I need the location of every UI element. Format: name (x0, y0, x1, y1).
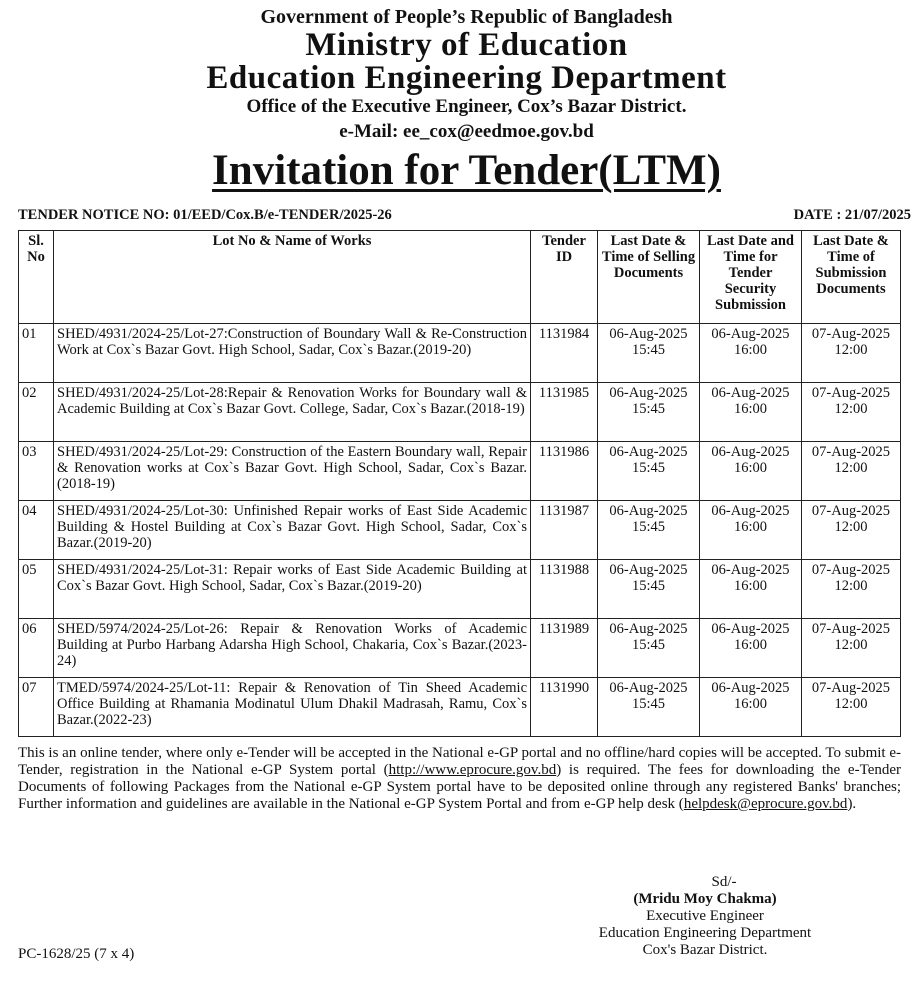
instructions-text-part-3: ). (847, 796, 857, 812)
signatory-department: Education Engineering Department (598, 925, 812, 941)
security-date: 06-Aug-2025 (711, 562, 790, 578)
row-works: SHED/4931/2024-25/Lot-31: Repair works of East Side Academic Building at Cox`s Bazar Govt. High School, Sadar, Cox`s Bazar.(2019-20) (54, 560, 531, 619)
selling-time: 15:45 (631, 519, 666, 535)
submission-date: 07-Aug-2025 (811, 385, 891, 401)
table-header-row (19, 231, 901, 324)
security-time: 16:00 (733, 578, 768, 594)
row-sl-no: 06 (19, 619, 54, 678)
selling-date: 06-Aug-2025 (609, 444, 688, 460)
submission-date: 07-Aug-2025 (811, 621, 891, 637)
row-tender-id: 1131984 (531, 324, 598, 383)
row-sl-no: 02 (19, 383, 54, 442)
security-date: 06-Aug-2025 (711, 621, 790, 637)
row-selling-deadline (598, 678, 700, 737)
row-works: SHED/5974/2024-25/Lot-26: Repair & Renovation Works of Academic Building at Purbo Harbang Adarsha High School, Chakaria, Cox`s Bazar.(2023-24) (54, 619, 531, 678)
submission-time: 12:00 (834, 696, 868, 712)
helpdesk-email-link[interactable]: helpdesk@eprocure.gov.bd (683, 796, 848, 812)
table-row (19, 560, 901, 619)
selling-time: 15:45 (631, 637, 666, 653)
row-tender-id: 1131987 (531, 501, 598, 560)
signatory-name: (Mridu Moy Chakma) (633, 891, 777, 907)
row-sl-no: 04 (19, 501, 54, 560)
notice-info-row (18, 207, 915, 224)
security-date: 06-Aug-2025 (711, 444, 790, 460)
submission-time: 12:00 (834, 578, 868, 594)
signatory-designation: Executive Engineer (646, 908, 764, 924)
header-tender-id: Tender ID (531, 231, 598, 324)
header-submission-documents: Last Date & Time of Submission Documents (802, 231, 901, 324)
row-selling-deadline (598, 442, 700, 501)
row-sl-no: 03 (19, 442, 54, 501)
selling-date: 06-Aug-2025 (609, 503, 688, 519)
row-submission-deadline (802, 678, 901, 737)
selling-date: 06-Aug-2025 (609, 562, 688, 578)
selling-date: 06-Aug-2025 (609, 326, 688, 342)
submission-time: 12:00 (834, 637, 868, 653)
government-heading: Government of People’s Republic of Bangladesh (260, 6, 673, 28)
row-tender-id: 1131989 (531, 619, 598, 678)
row-tender-id: 1131986 (531, 442, 598, 501)
submission-date: 07-Aug-2025 (811, 503, 891, 519)
security-time: 16:00 (733, 519, 768, 535)
header-sl-no: Sl. No (19, 231, 54, 324)
row-selling-deadline (598, 501, 700, 560)
tender-notice-number: TENDER NOTICE NO: 01/EED/Cox.B/e-TENDER/2025-26 (18, 207, 392, 223)
security-time: 16:00 (733, 696, 768, 712)
office-heading: Office of the Executive Engineer, Cox’s Bazar District. (246, 96, 687, 117)
signature-block (575, 874, 835, 959)
row-security-deadline (700, 678, 802, 737)
table-row (19, 678, 901, 737)
table-row (19, 619, 901, 678)
row-sl-no: 01 (19, 324, 54, 383)
instructions-text-part-1: This is an online tender, where only e-Tender will be accepted in the National e-GP portal and no offline/hard copies will be accepted. To submit e-Tender, registration in the National e-GP System portal ( (18, 745, 901, 778)
table-row (19, 442, 901, 501)
instructions-paragraph (18, 745, 901, 813)
pc-number: PC-1628/25 (7 x 4) (18, 946, 135, 962)
selling-time: 15:45 (631, 401, 666, 417)
submission-time: 12:00 (834, 460, 868, 476)
row-works: SHED/4931/2024-25/Lot-27:Construction of Boundary Wall & Re-Construction Work at Cox`s Bazar Govt. High School, Sadar, Cox`s Bazar.(2019-20) (54, 324, 531, 383)
eprocure-portal-link[interactable]: http://www.eprocure.gov.bd (388, 762, 557, 778)
selling-date: 06-Aug-2025 (609, 385, 688, 401)
row-submission-deadline (802, 501, 901, 560)
table-row (19, 324, 901, 383)
selling-time: 15:45 (631, 460, 666, 476)
security-time: 16:00 (733, 460, 768, 476)
row-works: TMED/5974/2024-25/Lot-11: Repair & Renovation of Tin Sheed Academic Office Building at Rhamania Modinatul Ulum Dhakil Madrasah, Ramu, Cox`s Bazar.(2022-23) (54, 678, 531, 737)
row-security-deadline (700, 383, 802, 442)
selling-date: 06-Aug-2025 (609, 680, 688, 696)
notice-header (18, 0, 915, 195)
row-security-deadline (700, 442, 802, 501)
submission-date: 07-Aug-2025 (811, 562, 891, 578)
row-submission-deadline (802, 383, 901, 442)
header-security-submission: Last Date and Time for Tender Security Submission (700, 231, 802, 324)
row-sl-no: 05 (19, 560, 54, 619)
security-time: 16:00 (733, 342, 768, 358)
security-date: 06-Aug-2025 (711, 326, 790, 342)
email-line: e-Mail: ee_cox@eedmoe.gov.bd (339, 121, 594, 142)
table-row (19, 501, 901, 560)
row-security-deadline (700, 560, 802, 619)
row-works: SHED/4931/2024-25/Lot-29: Construction of the Eastern Boundary wall, Repair & Renovation works at Cox`s Bazar Govt. High School, Sadar, Cox`s Bazar.(2018-19) (54, 442, 531, 501)
department-heading: Education Engineering Department (206, 60, 727, 96)
security-date: 06-Aug-2025 (711, 503, 790, 519)
row-selling-deadline (598, 383, 700, 442)
tender-table (18, 230, 901, 737)
row-sl-no: 07 (19, 678, 54, 737)
header-selling-documents: Last Date & Time of Selling Documents (598, 231, 700, 324)
submission-date: 07-Aug-2025 (811, 444, 891, 460)
security-time: 16:00 (733, 401, 768, 417)
row-submission-deadline (802, 442, 901, 501)
ministry-heading: Ministry of Education (305, 27, 628, 63)
row-tender-id: 1131988 (531, 560, 598, 619)
instructions-text-part-2: ) is required. The fees for downloading the e-Tender Documents of following Packages from the National e-GP System portal have to be deposited online through any registered Banks' branches; Further information and guidelines are available in the National e-GP System Portal and from e-GP help desk ( (18, 762, 901, 812)
row-works: SHED/4931/2024-25/Lot-30: Unfinished Repair works of East Side Academic Building & Hostel Building at Cox`s Bazar Govt. High School, Sadar, Cox`s Bazar.(2019-20) (54, 501, 531, 560)
row-security-deadline (700, 619, 802, 678)
row-submission-deadline (802, 324, 901, 383)
row-security-deadline (700, 324, 802, 383)
row-selling-deadline (598, 619, 700, 678)
row-tender-id: 1131990 (531, 678, 598, 737)
security-time: 16:00 (733, 637, 768, 653)
row-security-deadline (700, 501, 802, 560)
security-date: 06-Aug-2025 (711, 385, 790, 401)
selling-time: 15:45 (631, 342, 666, 358)
submission-date: 07-Aug-2025 (811, 680, 891, 696)
submission-time: 12:00 (834, 401, 868, 417)
signatory-district: Cox's Bazar District. (642, 942, 768, 958)
selling-date: 06-Aug-2025 (609, 621, 688, 637)
row-tender-id: 1131985 (531, 383, 598, 442)
signature-sd: Sd/- (711, 874, 737, 890)
header-works: Lot No & Name of Works (54, 231, 531, 324)
row-selling-deadline (598, 324, 700, 383)
selling-time: 15:45 (631, 696, 666, 712)
submission-time: 12:00 (834, 342, 868, 358)
selling-time: 15:45 (631, 578, 666, 594)
submission-time: 12:00 (834, 519, 868, 535)
notice-date: DATE : 21/07/2025 (793, 207, 911, 223)
row-selling-deadline (598, 560, 700, 619)
submission-date: 07-Aug-2025 (811, 326, 891, 342)
table-row (19, 383, 901, 442)
security-date: 06-Aug-2025 (711, 680, 790, 696)
row-submission-deadline (802, 560, 901, 619)
row-works: SHED/4931/2024-25/Lot-28:Repair & Renovation Works for Boundary wall & Academic Building at Cox`s Bazar Govt. College, Sadar, Cox`s Bazar.(2018-19) (54, 383, 531, 442)
page-title: Invitation for Tender(LTM) (212, 147, 721, 194)
row-submission-deadline (802, 619, 901, 678)
